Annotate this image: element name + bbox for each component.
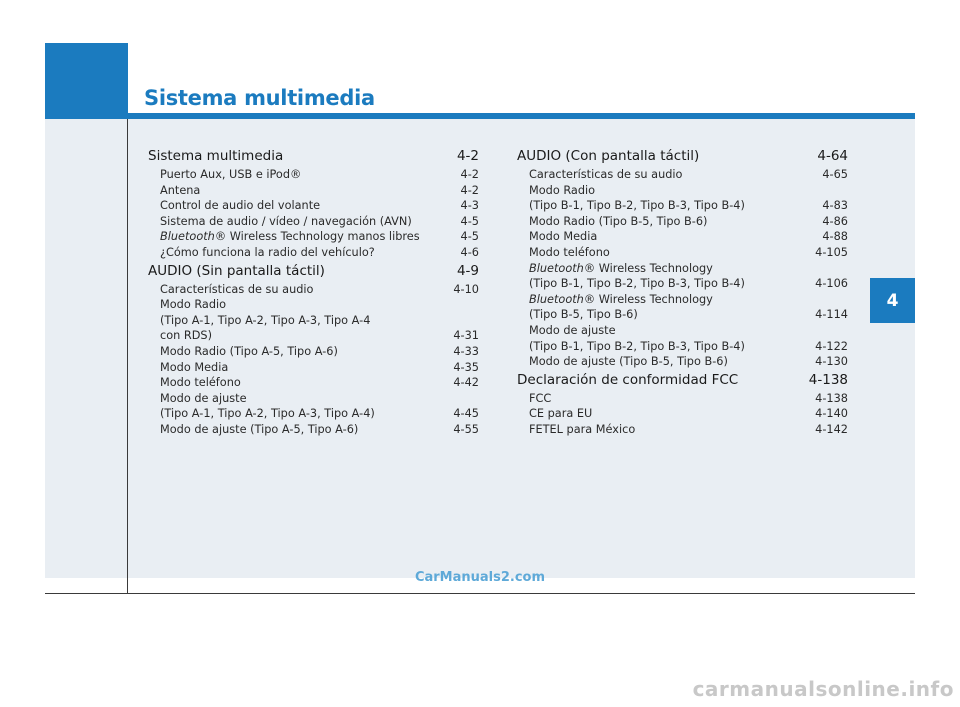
toc-item[interactable] [148,214,479,230]
toc-item[interactable] [148,282,479,298]
toc-section-title: Sistema multimedia [148,148,284,164]
toc-item-title: Sistema de audio / vídeo / navegación (AVN) [160,214,412,228]
toc-item[interactable] [148,422,479,438]
toc-item-title: FCC [529,391,552,405]
toc-item-page: 4-33 [453,344,479,358]
toc-item-title [160,229,420,245]
toc-item-title: Características de su audio [160,282,314,296]
toc-item-title: (Tipo B-1, Tipo B-2, Tipo B-3, Tipo B-4) [529,277,745,291]
toc-item-title: (Tipo B-1, Tipo B-2, Tipo B-3, Tipo B-4) [529,199,745,213]
toc-item-title: Modo teléfono [160,376,241,390]
toc-item-label[interactable] [517,261,848,277]
toc-item-title: CE para EU [529,407,593,421]
toc-item-title: Modo de ajuste (Tipo A-5, Tipo A-6) [160,422,359,436]
toc-item-label[interactable]: Modo de ajuste [529,323,616,337]
toc-item[interactable] [517,422,848,438]
toc-item-title: Control de audio del volante [160,199,321,213]
toc-item-label[interactable]: Modo de ajuste [160,391,247,405]
toc-item-title: (Tipo A-1, Tipo A-2, Tipo A-3, Tipo A-4) [160,407,375,421]
toc-item-title: Características de su audio [529,168,683,181]
toc-section[interactable] [517,370,848,391]
toc-section-page: 4-2 [456,148,479,164]
toc-item[interactable] [148,198,479,214]
toc-item-page: 4-31 [453,329,479,343]
toc-item-title-rest: Wireless Technology manos libres [226,230,420,244]
toc-item[interactable] [517,214,848,230]
toc-item[interactable] [148,375,479,391]
bluetooth-trademark: Bluetooth® [160,230,227,244]
toc-item[interactable] [517,198,848,214]
toc-item-label[interactable]: Modo Radio [160,298,227,312]
toc-column-right [517,146,848,438]
watermark-carmanuals2: CarManuals2.com [414,570,546,585]
toc-item[interactable] [148,328,479,344]
toc-item-page: 4-130 [815,355,848,369]
toc-column-left [148,146,479,438]
toc-item-page: 4-2 [460,168,479,181]
toc-item-title: Modo Media [160,360,229,374]
toc-item-page: 4-5 [460,214,479,228]
toc-item-title: Puerto Aux, USB e iPod® [160,168,302,181]
toc-item-label-rest: Wireless Technology [595,292,713,306]
toc-item-title: FETEL para México [529,422,636,436]
header-color-block [45,43,128,119]
toc-item-page: 4-35 [453,360,479,374]
toc-item[interactable] [148,245,479,261]
toc-section-title: AUDIO (Con pantalla táctil) [517,148,700,164]
toc-item-page: 4-122 [815,339,848,353]
footer-line [45,593,915,594]
toc-item-page: 4-106 [815,277,848,291]
toc-item-title: (Tipo B-1, Tipo B-2, Tipo B-3, Tipo B-4) [529,339,745,353]
toc-section-page: 4-9 [456,262,479,279]
toc-item-title: (Tipo B-5, Tipo B-6) [529,308,638,322]
toc-item[interactable] [517,391,848,407]
toc-item-page: 4-114 [815,308,848,322]
toc-section-page: 4-64 [817,148,848,164]
toc-item-title: ¿Cómo funciona la radio del vehículo? [160,245,375,259]
chapter-tab[interactable]: 4 [870,278,915,323]
toc-item-title: Antena [160,183,201,197]
toc-section-title: Declaración de conformidad FCC [517,371,739,388]
toc-item-page: 4-142 [815,422,848,436]
toc-item[interactable] [148,167,479,183]
toc-item[interactable] [517,167,848,183]
toc-item-page: 4-45 [453,407,479,421]
toc-item-page: 4-105 [815,245,848,259]
toc-section-page: 4-138 [808,371,848,388]
toc-item[interactable] [517,406,848,422]
toc-item[interactable] [148,229,479,245]
toc-section-title: AUDIO (Sin pantalla táctil) [148,262,325,279]
toc-item[interactable] [517,245,848,261]
toc-section[interactable] [517,146,848,167]
toc-item-page: 4-138 [815,391,848,405]
toc-item-label[interactable]: (Tipo A-1, Tipo A-2, Tipo A-3, Tipo A-4 [160,313,371,327]
toc-item-page: 4-2 [460,183,479,197]
page-title: Sistema multimedia [144,86,375,110]
watermark-carmanualsonline: carmanualsonline.info [692,677,954,701]
toc-item-title: con RDS) [160,329,212,343]
toc-item-page: 4-42 [453,376,479,390]
toc-item-page: 4-140 [815,407,848,421]
toc-item-page: 4-5 [460,230,479,244]
toc-item[interactable] [517,229,848,245]
toc-section[interactable] [148,146,479,167]
toc-item-label[interactable]: Modo Radio [529,183,596,197]
toc-item-page: 4-86 [822,214,848,228]
toc-item-title: Modo de ajuste (Tipo B-5, Tipo B-6) [529,355,728,369]
toc-item-label[interactable] [517,292,848,308]
toc-item-page: 4-10 [453,282,479,296]
toc-section[interactable] [148,261,479,282]
toc-item-title: Modo Radio (Tipo A-5, Tipo A-6) [160,344,338,358]
toc-item-title: Modo Media [529,230,598,244]
toc-item-page: 4-83 [822,199,848,213]
toc-item-page: 4-55 [453,422,479,436]
margin-line [127,119,128,594]
toc-item[interactable] [148,360,479,376]
toc-item[interactable] [148,344,479,360]
toc-item-title: Modo Radio (Tipo B-5, Tipo B-6) [529,214,708,228]
toc-item[interactable] [148,406,479,422]
toc-item-label-rest: Wireless Technology [595,261,713,275]
toc-item-page: 4-88 [822,230,848,244]
toc-item[interactable] [517,276,848,292]
toc-item[interactable] [517,339,848,355]
bluetooth-trademark: Bluetooth® [529,261,596,275]
toc-item[interactable] [517,307,848,323]
toc-item[interactable] [517,354,848,370]
toc-item-title: Modo teléfono [529,245,610,259]
bluetooth-trademark: Bluetooth® [529,292,596,306]
toc-item-page: 4-3 [460,199,479,213]
toc-item[interactable] [148,183,479,199]
toc-item-page: 4-65 [822,168,848,181]
toc-item-page: 4-6 [460,245,479,259]
